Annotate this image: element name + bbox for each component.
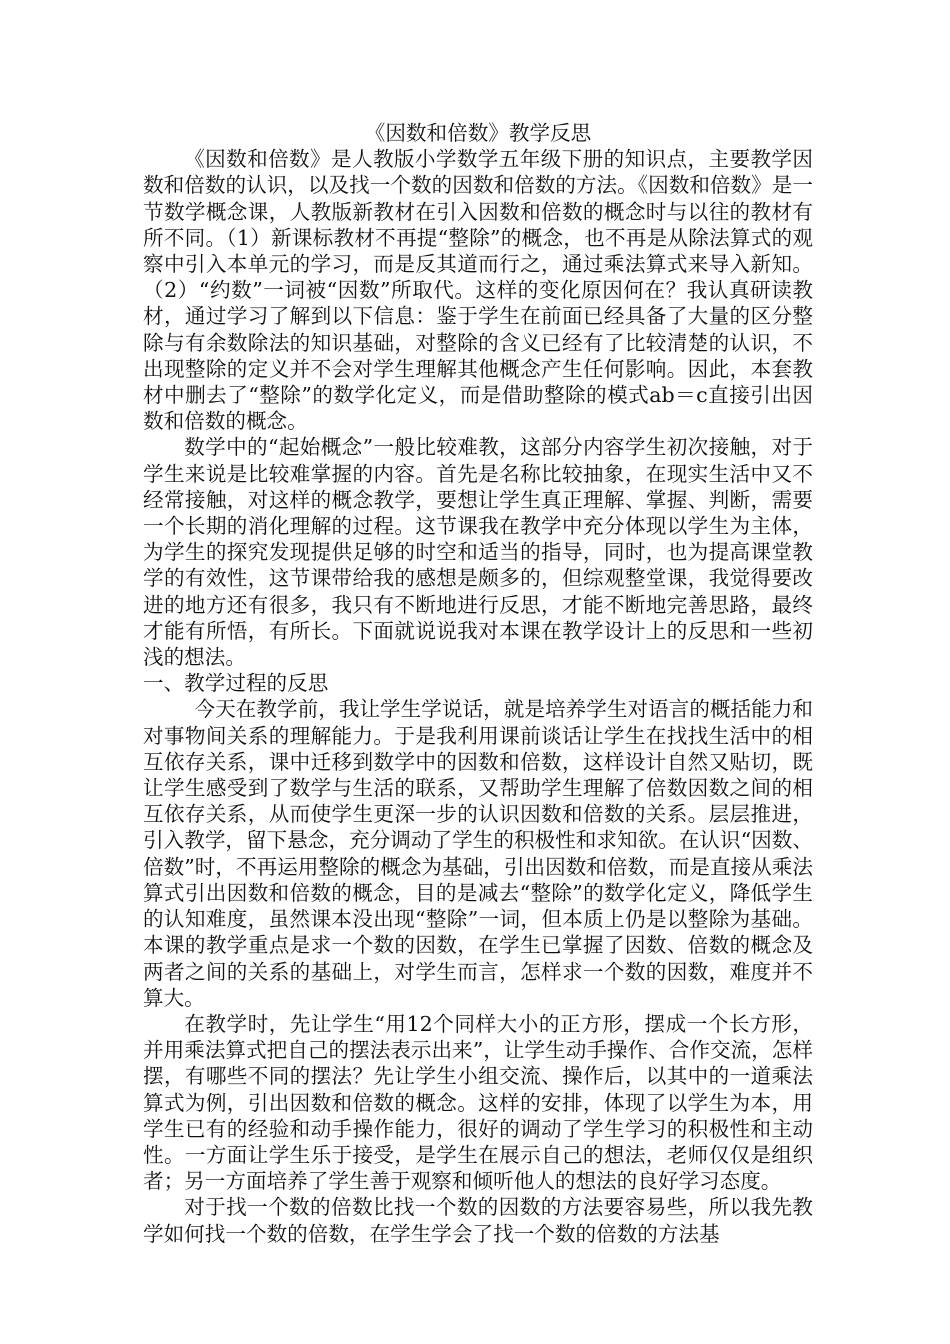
paragraph-process-2: 在教学时，先让学生“用12个同样大小的正方形，摆成一个长方形，并用乘法算式把自己的摆法表示出来”，让学生动手操作、合作交流，怎样摆，有哪些不同的摆法？先让学生小组交流、操作后，以其中的一道乘法算式为例，引出因数和倍数的概念。这样的安排，体现了以学生为本，用学生已有的经验和动手操作能力，很好的调动了学生学习的积极性和主动性。一方面让学生乐于接受，是学生在展示自己的想法，老师仅仅是组织者；另一方面培养了学生善于观察和倾听他人的想法的良好学习态度。 — [143, 1011, 813, 1194]
paragraph-process-1: 今天在教学前，我让学生学说话，就是培养学生对语言的概括能力和对事物间关系的理解能力。于是我利用课前谈话让学生在找找生活中的相互依存关系，课中迁移到数学中的因数和倍数，这样设计自然又贴切，既让学生感受到了数学与生活的联系，又帮助学生理解了倍数因数之间的相互依存关系，从而使学生更深一步的认识因数和倍数的关系。层层推进，引入教学，留下悬念，充分调动了学生的积极性和求知欲。在认识“因数、倍数”时，不再运用整除的概念为基础，引出因数和倍数，而是直接从乘法算式引出因数和倍数的概念，目的是减去“整除”的数学化定义，降低学生的认知难度，虽然课本没出现“整除”一词，但本质上仍是以整除为基础。本课的教学重点是求一个数的因数，在学生已掌握了因数、倍数的概念及两者之间的关系的基础上，对学生而言，怎样求一个数的因数，难度并不算大。 — [143, 697, 813, 1010]
paragraph-concept: 数学中的“起始概念”一般比较难教，这部分内容学生初次接触，对于学生来说是比较难掌握的内容。首先是名称比较抽象，在现实生活中又不经常接触，对这样的概念教学，要想让学生真正理解、掌握、判断，需要一个长期的消化理解的过程。这节课我在教学中充分体现以学生为主体，为学生的探究发现提供足够的时空和适当的指导，同时，也为提高课堂教学的有效性，这节课带给我的感想是颇多的，但综观整堂课，我觉得要改进的地方还有很多，我只有不断地进行反思，才能不断地完善思路，最终才能有所悟，有所长。下面就说说我对本课在教学设计上的反思和一些初浅的想法。 — [143, 435, 813, 670]
document-body — [143, 120, 813, 1247]
section-heading: 一、教学过程的反思 — [143, 671, 329, 696]
document-title: 《因数和倍数》教学反思 — [364, 121, 592, 145]
paragraph-intro: 《因数和倍数》是人教版小学数学五年级下册的知识点，主要教学因数和倍数的认识，以及找一个数的因数和倍数的方法。《因数和倍数》是一节数学概念课，人教版新教材在引入因数和倍数的概念时与以往的教材有所不同。（1）新课标教材不再提“整除”的概念，也不再是从除法算式的观察中引入本单元的学习，而是反其道而行之，通过乘法算式来导入新知。（2）“约数”一词被“因数”所取代。这样的变化原因何在？我认真研读教材，通过学习了解到以下信息：鉴于学生在前面已经具备了大量的区分整除与有余数除法的知识基础，对整除的含义已经有了比较清楚的认识，不出现整除的定义并不会对学生理解其他概念产生任何影响。因此，本套教材中删去了“整除”的数学化定义，而是借助整除的模式ab＝c直接引出因数和倍数的概念。 — [143, 147, 813, 434]
paragraph-process-3: 对于找一个数的倍数比找一个数的因数的方法要容易些，所以我先教学如何找一个数的倍数，在学生学会了找一个数的倍数的方法基 — [143, 1195, 813, 1246]
